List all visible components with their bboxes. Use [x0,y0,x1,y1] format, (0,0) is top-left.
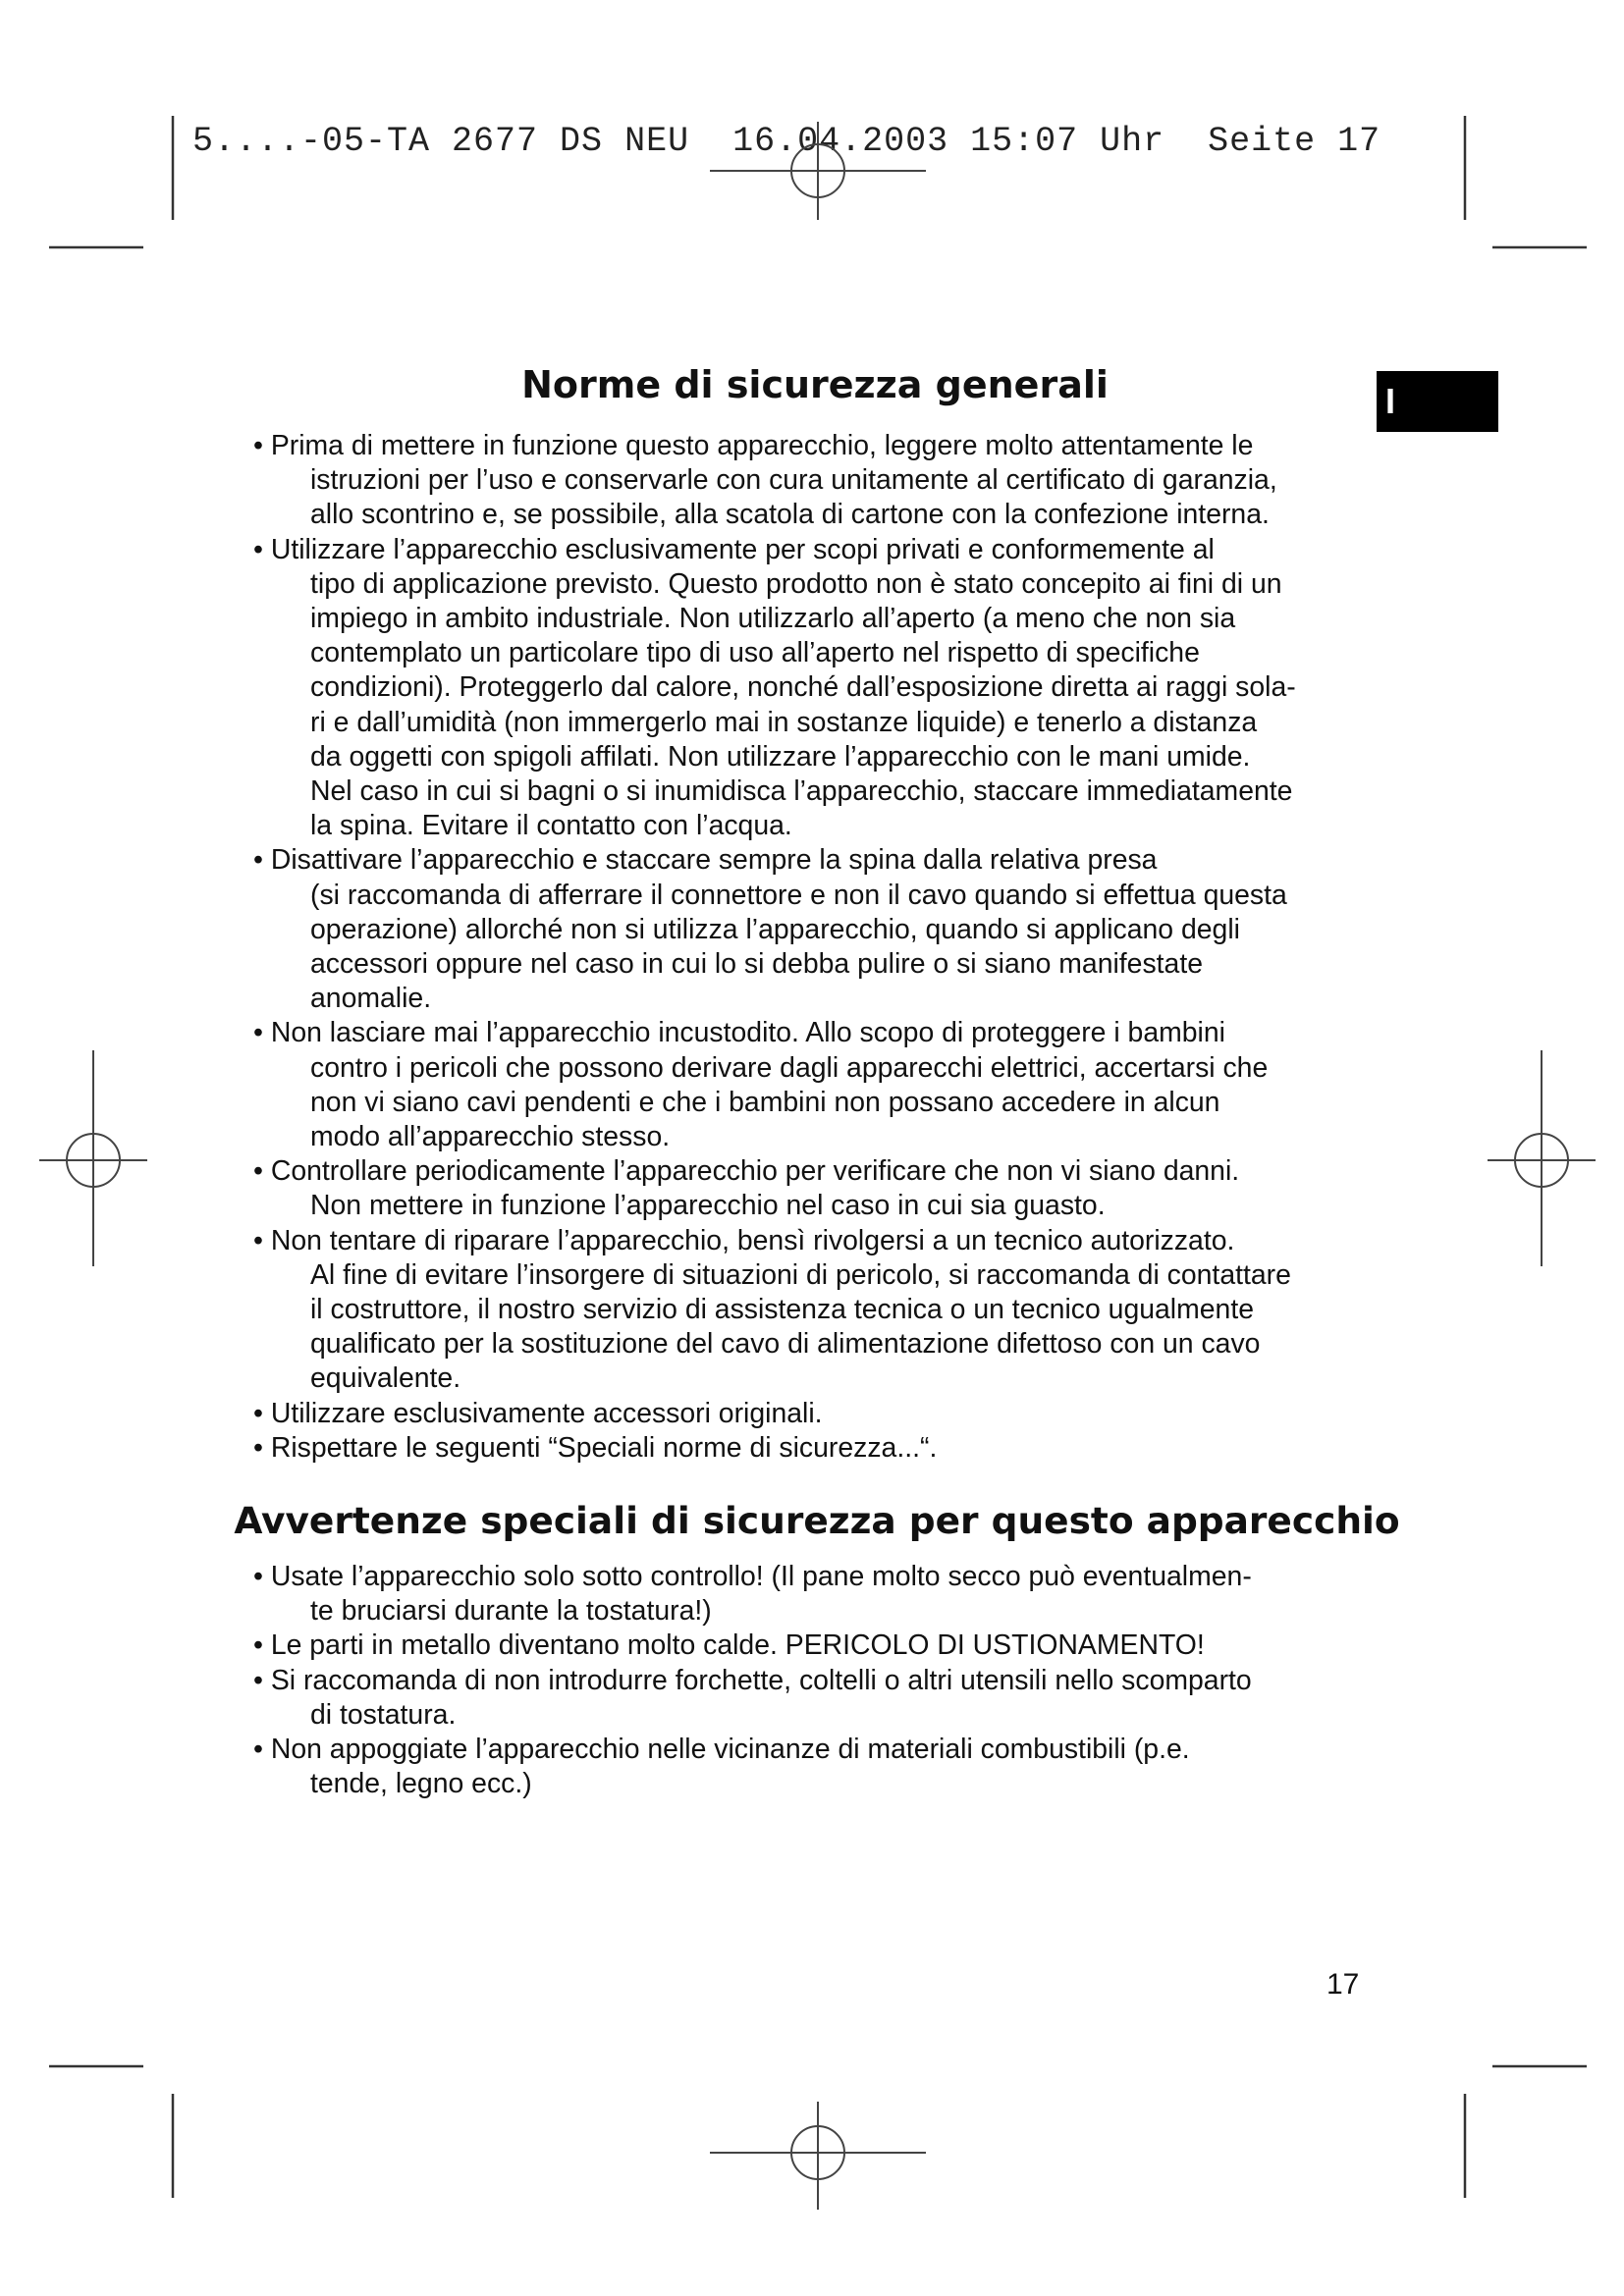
list-item-line: • Utilizzare esclusivamente accessori originali. [253,1397,1373,1431]
list-item-line: operazione) allorché non si utilizza l’apparecchio, quando si applicano degli [310,913,1240,945]
list-item-line: istruzioni per l’uso e conservarle con cura unitamente al certificato di garanzia, [310,464,1277,497]
print-header: 5....-05-TA 2677 DS NEU 16.04.2003 15:07 Uhr Seite 17 [192,122,1381,161]
list-item-line: te bruciarsi durante la tostatura!) [310,1595,712,1628]
list-item-line: da oggetti con spigoli affilati. Non utilizzare l’apparecchio con le mani umide. [310,740,1251,773]
list-item [253,1664,1373,1733]
list-item [253,1016,1373,1154]
list-item-line: • Prima di mettere in funzione questo apparecchio, leggere molto attentamente le [253,429,1373,463]
list-item [253,429,1373,533]
list-item [253,533,1373,844]
list-item-line: di tostatura. [310,1698,457,1731]
registration-mark-bottom [710,2102,926,2210]
list-item-line: accessori oppure nel caso in cui lo si debba pulire o si siano manifestate [310,948,1204,981]
list-item-line: contro i pericoli che possono derivare dagli apparecchi elettrici, accertarsi che [310,1051,1269,1084]
list-item-line: contemplato un particolare tipo di uso all’aperto nel rispetto di specifiche [310,637,1200,669]
list-item-line: modo all’apparecchio stesso. [310,1121,671,1153]
list-item [253,1560,1373,1629]
list-item-line: equivalente. [310,1362,461,1395]
registration-mark-right [1488,1050,1596,1266]
list-item-line: Non mettere in funzione l’apparecchio nel caso in cui sia guasto. [310,1190,1106,1222]
list-item-line: • Non appoggiate l’apparecchio nelle vicinanze di materiali combustibili (p.e. [253,1733,1373,1767]
list-item [253,1154,1373,1223]
general-safety-list [253,429,1373,1466]
registration-mark-top [710,122,926,230]
list-item-line: allo scontrino e, se possibile, alla scatola di cartone con la confezione interna. [310,499,1270,531]
list-item-line: la spina. Evitare il contatto con l’acqua. [310,810,792,842]
language-tab-label: I [1385,381,1396,421]
list-item-line: tende, legno ecc.) [310,1768,532,1800]
list-item [253,843,1373,1016]
list-item [253,1431,1373,1466]
list-item-line: • Non tentare di riparare l’apparecchio, bensì rivolgersi a un tecnico autorizzato. [253,1224,1373,1258]
section-title-general-safety: Norme di sicurezza generali [521,363,1109,406]
list-item-line: anomalie. [310,983,432,1015]
registration-mark-left [39,1050,147,1266]
list-item [253,1224,1373,1397]
list-item [253,1629,1373,1663]
list-item-line: tipo di applicazione previsto. Questo prodotto non è stato concepito ai fini di un [310,567,1282,600]
list-item-line: non vi siano cavi pendenti e che i bambini non possano accedere in alcun [310,1086,1220,1118]
list-item-line: • Utilizzare l’apparecchio esclusivamente per scopi privati e conformemente al [253,533,1373,567]
list-item-line: ri e dall’umidità (non immergerlo mai in sostanze liquide) e tenerlo a distanza [310,706,1258,738]
list-item-line: • Le parti in metallo diventano molto calde. PERICOLO DI USTIONAMENTO! [253,1629,1373,1663]
section-title-special-warnings: Avvertenze speciali di sicurezza per questo apparecchio [234,1499,1400,1542]
page-number: 17 [1326,1968,1360,2001]
list-item-line: condizioni). Proteggerlo dal calore, nonché dall’esposizione diretta ai raggi sola- [310,671,1296,704]
list-item-line: Nel caso in cui si bagni o si inumidisca l’apparecchio, staccare immediatamente [310,775,1293,808]
list-item-line: • Controllare periodicamente l’apparecchio per verificare che non vi siano danni. [253,1154,1373,1189]
list-item-line: Al fine di evitare l’insorgere di situazioni di pericolo, si raccomanda di contattare [310,1258,1291,1291]
list-item [253,1733,1373,1801]
list-item-line: • Disattivare l’apparecchio e staccare sempre la spina dalla relativa presa [253,843,1373,878]
list-item-line: • Non lasciare mai l’apparecchio incustodito. Allo scopo di proteggere i bambini [253,1016,1373,1050]
list-item-line: impiego in ambito industriale. Non utilizzarlo all’aperto (a meno che non sia [310,603,1236,635]
list-item-line: • Usate l’apparecchio solo sotto controllo! (Il pane molto secco può eventualmen- [253,1560,1373,1594]
list-item-line: • Rispettare le seguenti “Speciali norme di sicurezza...“. [253,1431,1373,1466]
list-item-line: (si raccomanda di afferrare il connettore e non il cavo quando si effettua questa [310,879,1287,911]
list-item [253,1397,1373,1431]
list-item-line: qualificato per la sostituzione del cavo di alimentazione difettoso con un cavo [310,1328,1261,1361]
list-item-line: il costruttore, il nostro servizio di assistenza tecnica o un tecnico ugualmente [310,1294,1255,1326]
special-warnings-list [253,1560,1373,1801]
list-item-line: • Si raccomanda di non introdurre forchette, coltelli o altri utensili nello scomparto [253,1664,1373,1698]
